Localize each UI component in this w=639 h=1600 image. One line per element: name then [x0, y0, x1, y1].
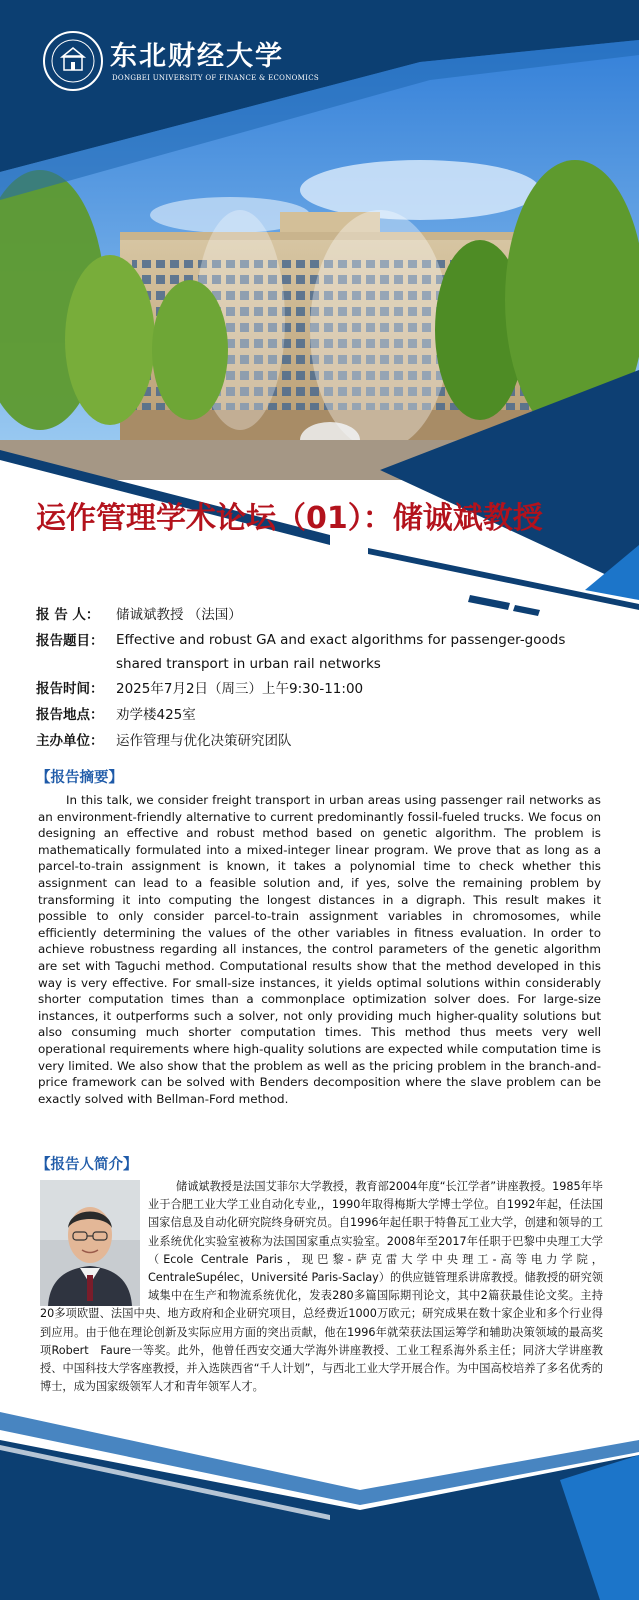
info-value: 运作管理与优化决策研究团队 [116, 733, 292, 749]
info-value: Effective and robust GA and exact algorithms for passenger-goods shared transport in urban rail networks [116, 632, 566, 672]
cloud [300, 160, 540, 220]
info-value: 储诚斌教授 （法国） [116, 607, 242, 623]
info-label: 报告时间： [36, 681, 104, 697]
info-label: 主办单位： [36, 733, 104, 749]
bio-text: 储诚斌教授是法国艾菲尔大学教授，教育部2004年度“长江学者”讲座教授。1985年毕业于合肥工业大学工业自动化专业,，1990年取得梅斯大学博士学位。自1992年起，任法国国家信息及自动化研究院终身研究员。自1996年起任职于特鲁瓦工业大学，创建和领导的工业系统优化实验室被称为法国国家重点实验室。2008年至2017年任职于巴黎中央理工大学（Ecole Centrale Paris，现巴黎-萨克雷大学中央理工-高等电力学院，CentraleSupélec，Université Paris-Saclay）的供应链管理系讲席教授。储教授的研究领域集中在生产和物流系统优化，发表280多篇国际期刊论文，其中2篇获最佳论文奖。主持20多项欧盟、法国中央、地方政府和企业研究项目，总经费近1000万欧元；研究成果在数十家企业和多个行业得到应用。由于他在理论创新及实际应用方面的突出贡献，他在1996年就荣获法国运筹学和辅助决策领域的最高奖项Robert Faure一等奖。此外，他曾任西安交通大学海外讲座教授、工业工程系海外系主任；同济大学讲座教授、中国科技大学客座教授，并入选陕西省“千人计划”，与西北工业大学开展合作。为中国高校培养了多名优秀的博士，成为国家级领军人才和青年领军人才。 [40, 1180, 603, 1394]
university-name-en: DONGBEI UNIVERSITY OF FINANCE & ECONOMICS [112, 74, 319, 82]
info-label: 报告地点： [36, 707, 104, 723]
event-title: 运作管理学术论坛（01）：储诚斌教授 [36, 501, 543, 536]
abstract-text: In this talk, we consider freight transport in urban areas using passenger rail networks as an environment-friendly alternative to current predominantly fossil-fueled trucks. We focus on designing an effective and robust method based on genetic algorithm. The problem is mathematically formulated into a mixed-integer linear program. We prove that as long as a parcel-to-train assignment is known, it takes a polynomial time to check whether this assignment can lead to a feasible solution and, if yes, solve the remaining problem by transforming it into computing the longest distances in a digraph. This result makes it possible to only consider parcel-to-train assignment variables in chromosomes, while efficiently determining the values of the other variables in fitness evaluation. In order to achieve robustness regarding all instances, the control parameters of the genetic algorithm are set with Taguchi method. Computational results show that the method developed in this way is very effective. For small-size instances, it yields optimal solutions within considerably shorter computation times than a commonplace optimization solver does. For large-size instances, it outperforms such a solver, not only providing much higher-quality solutions but also consuming much shorter computation times. This method thus meets very well operational requirements where high-quality solutions are expected while computation time is very limited. We also show that the problem as well as the pricing problem in the branch-and-price framework can be solved with Benders decomposition where the slave problem can be exactly solved with Bellman-Ford method. [38, 793, 601, 1106]
info-row-location [36, 702, 604, 728]
info-row-speaker [36, 602, 604, 628]
info-label: 报告题目： [36, 633, 104, 649]
abstract-heading: 【报告摘要】 [36, 770, 123, 786]
info-label: 报 告 人： [36, 607, 100, 623]
info-value: 2025年7月2日（周三）上午9:30-11:00 [116, 681, 364, 697]
info-block [36, 602, 604, 754]
info-row-organizer [36, 728, 604, 754]
university-seal-icon [42, 30, 104, 92]
bio-block [40, 1178, 603, 1396]
info-row-topic [36, 628, 604, 676]
fountain-spray [310, 210, 450, 450]
university-name-cn: 东北财经大学 [110, 41, 284, 72]
info-value: 劝学楼425室 [116, 707, 196, 723]
info-row-time [36, 676, 604, 702]
bio-heading: 【报告人简介】 [36, 1157, 138, 1173]
university-logo [42, 30, 319, 94]
